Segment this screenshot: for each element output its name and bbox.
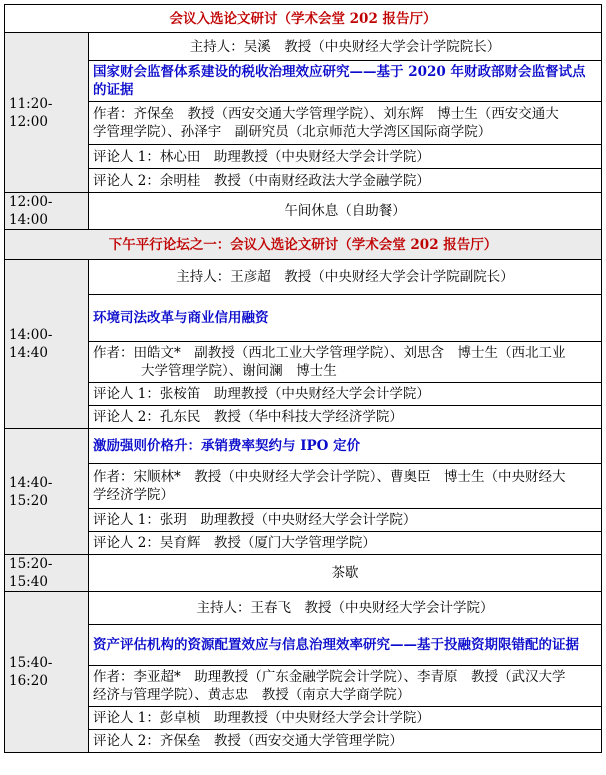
session-header-row bbox=[5, 230, 602, 260]
reviewer-row bbox=[5, 383, 602, 406]
paper-title-row bbox=[5, 61, 602, 102]
authors-line: 学管理学院）、孙泽宇 副研究员（北京师范大学湾区国际商学院） bbox=[93, 124, 492, 140]
host: 主持人：吴溪 教授（中央财经大学会计学院院长） bbox=[89, 33, 602, 61]
reviewer-2: 评论人 2：吴育辉 教授（厦门大学管理学院） bbox=[89, 532, 602, 555]
authors-line: 作者：李亚超* 助理教授（广东金融学院会计学院）、李青原 教授（武汉大学 bbox=[93, 669, 566, 685]
authors-line: 作者：宋顺林* 教授（中央财经大学会计学院）、曹奥臣 博士生（中央财经大 bbox=[93, 469, 566, 485]
authors-line: 作者：田皓文* 副教授（西北工业大学管理学院）、刘思含 博士生（西北工业 bbox=[93, 345, 566, 361]
reviewer-row bbox=[5, 730, 602, 753]
reviewer-row bbox=[5, 707, 602, 730]
reviewer-row bbox=[5, 169, 602, 193]
authors-row bbox=[5, 666, 602, 707]
host-row bbox=[5, 33, 602, 61]
paper-title: 环境司法改革与商业信用融资 bbox=[89, 295, 602, 342]
paper-title-row bbox=[5, 625, 602, 666]
reviewer-1: 评论人 1：张桉笛 助理教授（中央财经大学会计学院） bbox=[89, 383, 602, 406]
reviewer-1: 评论人 1：张玥 助理教授（中央财经大学会计学院） bbox=[89, 509, 602, 532]
reviewer-2: 评论人 2：孔东民 教授（华中科技大学经济学院） bbox=[89, 406, 602, 429]
reviewer-1: 评论人 1：彭卓桢 助理教授（中央财经大学会计学院） bbox=[89, 707, 602, 730]
reviewer-row bbox=[5, 145, 602, 169]
reviewer-row bbox=[5, 509, 602, 532]
paper-title: 国家财会监督体系建设的税收治理效应研究——基于 2020 年财政部财会监督试点的证据 bbox=[89, 61, 602, 102]
session-header: 下午平行论坛之一：会议入选论文研讨（学术会堂 202 报告厅） bbox=[5, 230, 602, 260]
reviewer-2: 评论人 2：齐保垒 教授（西安交通大学管理学院） bbox=[89, 730, 602, 753]
reviewer-2: 评论人 2：余明桂 教授（中南财经政法大学金融学院） bbox=[89, 169, 602, 193]
time-slot: 11:20-12:00 bbox=[5, 33, 89, 193]
time-slot: 15:20-15:40 bbox=[5, 555, 89, 592]
authors-row bbox=[5, 102, 602, 145]
host: 主持人：王春飞 教授（中央财经大学会计学院） bbox=[89, 592, 602, 625]
tea-row bbox=[5, 555, 602, 592]
break-label: 茶歇 bbox=[89, 555, 602, 592]
session-header: 会议入选论文研讨（学术会堂 202 报告厅） bbox=[5, 5, 602, 33]
lunch-row bbox=[5, 193, 602, 230]
paper-title-row bbox=[5, 295, 602, 342]
authors bbox=[89, 464, 602, 509]
authors bbox=[89, 666, 602, 707]
time-slot: 15:40-16:20 bbox=[5, 592, 89, 753]
time-slot: 14:40-15:20 bbox=[5, 429, 89, 555]
break-label: 午间休息（自助餐） bbox=[89, 193, 602, 230]
schedule-table bbox=[4, 4, 602, 753]
authors-row bbox=[5, 342, 602, 383]
reviewer-row bbox=[5, 532, 602, 555]
paper-title: 激励强则价格升：承销费率契约与 IPO 定价 bbox=[89, 429, 602, 464]
session-header-row bbox=[5, 5, 602, 33]
host-row bbox=[5, 592, 602, 625]
authors-line: 大学管理学院）、谢间澜 博士生 bbox=[141, 363, 337, 379]
time-slot: 14:00-14:40 bbox=[5, 260, 89, 429]
host-row bbox=[5, 260, 602, 295]
authors-row bbox=[5, 464, 602, 509]
authors-line: 经济与管理学院）、黄志忠 教授（南京大学商学院） bbox=[93, 687, 411, 703]
paper-title-row bbox=[5, 429, 602, 464]
paper-title: 资产评估机构的资源配置效应与信息治理效率研究——基于投融资期限错配的证据 bbox=[89, 625, 602, 666]
reviewer-1: 评论人 1：林心田 助理教授（中央财经大学会计学院） bbox=[89, 145, 602, 169]
authors bbox=[89, 342, 602, 383]
reviewer-row bbox=[5, 406, 602, 429]
authors bbox=[89, 102, 602, 145]
time-slot: 12:00-14:00 bbox=[5, 193, 89, 230]
authors-line: 学经济学院） bbox=[93, 487, 174, 503]
authors-line: 作者：齐保垒 教授（西安交通大学管理学院）、刘东辉 博士生（西安交通大 bbox=[93, 106, 559, 122]
host: 主持人：王彦超 教授（中央财经大学会计学院副院长） bbox=[89, 260, 602, 295]
